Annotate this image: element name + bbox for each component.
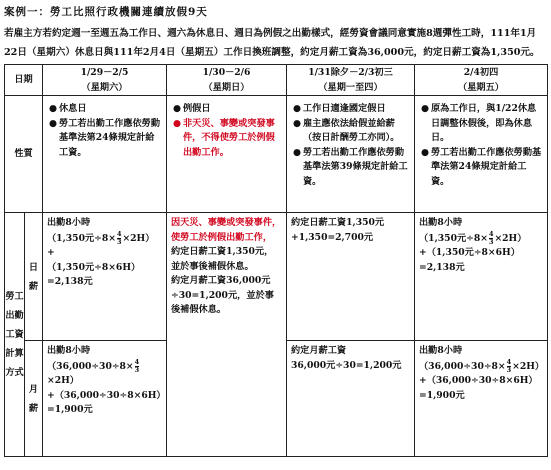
nature-header: 性質 <box>5 96 43 213</box>
daily-monthly-cell-2: 因天災、事變或突發事件，使勞工於例假出勤工作， 約定日薪工資1,350元，並於事後補假休息。 約定月薪工資36,000元÷30=1,200元，並於事後補假休息。 <box>167 213 287 457</box>
daily-cell-1: 出勤8小時 （1,350元÷8× $\frac{4}{3}$ ×2H）+ （1,350元÷8×6H） =2,138元 <box>43 213 167 341</box>
daily-cell-4: 出勤8小時 （1,350元÷8× $\frac{4}{3}$ ×2H）+（1,350元÷8×6H）=2,138元 <box>415 213 548 341</box>
monthly-wage-label: 月薪 <box>25 341 43 457</box>
nature-cell-3: ● 工作日適逢國定假日 ● 雇主應依法給假並給薪（按日計酬勞工亦同）。 ● 勞工若出勤工作應依勞動基準法第39條規定計給工資。 <box>287 96 415 213</box>
fraction: $\frac{4}{3}$ <box>506 357 512 374</box>
monthly-cell-4: 出勤8小時 （36,000÷30÷8× $\frac{4}{3}$ ×2H）+（36,000÷30÷8×6H）=1,900元 <box>415 341 548 457</box>
nature-cell-2: ● 例假日 ● 非天災、事變或突發事件，不得使勞工於例假出勤工作。 <box>167 96 287 213</box>
monthly-cell-3: 約定月薪工資 36,000元÷30=1,200元 <box>287 341 415 457</box>
date-header: 日期 <box>5 65 43 96</box>
monthly-cell-1: 出勤8小時 （36,000÷30÷8× $\frac{4}{3}$ ×2H）+（36,000÷30÷8×6H）=1,900元 <box>43 341 167 457</box>
nature-cell-4: ● 原為工作日，與1/22休息日調整休假後，即為休息日。 ● 勞工若出勤工作應依勞動基準法第24條規定計給工資。 <box>415 96 548 213</box>
fraction: $\frac{4}{3}$ <box>116 229 122 246</box>
daily-wage-label: 日薪 <box>25 213 43 341</box>
wage-method-header: 勞工出勤工資計算方式 <box>5 213 25 457</box>
case-description: 若雇主方若約定週一至週五為工作日、週六為休息日、週日為例假之出勤樣式，經勞資會議同意實施8週彈性工時，111年1月22日（星期六）休息日與111年2月4日（星期五）工作日換班調整，約定月薪工資為36,000元，約定日薪工資為1,350元。 <box>4 28 540 58</box>
holiday-wage-table <box>4 64 548 457</box>
fraction: $\frac{4}{3}$ <box>134 357 140 374</box>
col-header-3: 1/31除夕－2/3初三 （星期一至四） <box>287 65 415 96</box>
fraction: $\frac{4}{3}$ <box>488 229 494 246</box>
case-title: 案例一：勞工比照行政機關連續放假9天 <box>4 6 208 18</box>
col-header-2: 1/30－2/6 （星期日） <box>167 65 287 96</box>
daily-cell-3: 約定日薪工資1,350元+1,350=2,700元 <box>287 213 415 341</box>
col-header-1: 1/29－2/5 （星期六） <box>43 65 167 96</box>
nature-cell-1: ● 休息日 ● 勞工若出勤工作應依勞動基準法第24條規定計給工資。 <box>43 96 167 213</box>
col-header-4: 2/4初四 （星期五） <box>415 65 548 96</box>
